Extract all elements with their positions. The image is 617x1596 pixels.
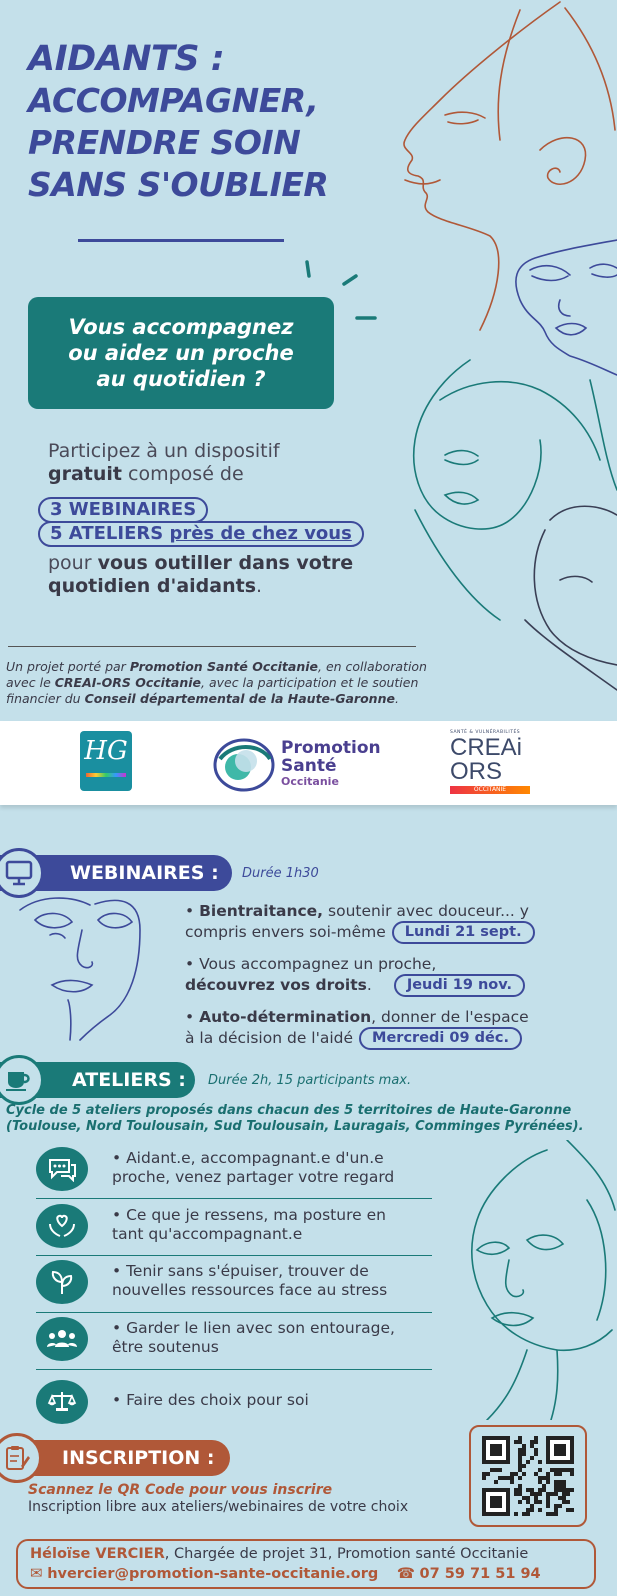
contact-email-link[interactable]: hvercier@promotion-sante-occitanie.org xyxy=(47,1566,379,1582)
webinar-1-date: Lundi 21 sept. xyxy=(392,921,535,944)
question-line-3: au quotidien ? xyxy=(96,367,266,391)
outro-pour: pour xyxy=(48,552,98,574)
atelier-1-text xyxy=(112,1149,432,1187)
webinar-3-line-2 xyxy=(185,1027,565,1050)
creai-wordmark-2: ORS xyxy=(450,758,503,785)
cycle-line-2: (Toulouse, Nord Toulousain, Sud Toulousain, Lauragais, Comminges Pyrénées). xyxy=(6,1119,584,1134)
webinar-item-2 xyxy=(185,955,565,997)
atelier-4-line-1: • Garder le lien avec son entourage, xyxy=(112,1319,395,1337)
atelier-5-line-1: • Faire des choix pour soi xyxy=(112,1391,309,1409)
webinar-1-desc-2: compris envers soi-même xyxy=(185,923,386,941)
webinar-2-period: . xyxy=(366,976,372,994)
promotion-sante-emblem xyxy=(212,737,276,793)
webinar-2-date: Jeudi 19 nov. xyxy=(394,974,525,997)
hg-logo-stripe xyxy=(86,773,126,777)
credit-divider xyxy=(8,646,416,647)
ps-line-1: Promotion xyxy=(281,738,381,758)
outro-period: . xyxy=(256,575,263,597)
question-line-2: ou aidez un proche xyxy=(68,341,294,365)
webinar-3-line-1: • Auto-détermination, donner de l'espace xyxy=(185,1008,529,1026)
contact-phone-link[interactable]: 07 59 71 51 94 xyxy=(419,1566,541,1582)
atelier-1-badge xyxy=(36,1147,88,1191)
intro-gratuit: gratuit xyxy=(48,463,122,485)
contact-role: , Chargée de projet 31, Promotion santé Occitanie xyxy=(164,1546,529,1562)
question-callout xyxy=(28,297,334,409)
qr-code-frame[interactable] xyxy=(469,1425,587,1527)
contact-name: Héloïse VERCIER xyxy=(30,1546,165,1562)
hg-logo-text: HG xyxy=(84,736,128,766)
webinar-item-1 xyxy=(185,902,565,944)
envelope-icon: ✉ xyxy=(30,1564,43,1582)
atelier-item-1 xyxy=(36,1143,432,1199)
webinar-face-line-art xyxy=(10,890,170,1060)
outro-line-2 xyxy=(48,575,428,598)
ps-line-2: Santé xyxy=(281,756,337,776)
outro-bold-1: vous outiller dans votre xyxy=(97,552,354,574)
title-line-2: ACCOMPAGNER, xyxy=(28,81,319,120)
phone-icon: ☎ xyxy=(396,1566,415,1582)
title-divider xyxy=(78,239,284,242)
credit-p2: , en collaboration xyxy=(318,659,427,674)
ateliers-near-you: près de chez vous xyxy=(169,523,352,544)
webinar-2-line-2 xyxy=(185,974,565,997)
haute-garonne-logo xyxy=(80,731,132,791)
webinar-3-title: Auto-détermination xyxy=(199,1008,372,1026)
project-credit xyxy=(6,659,466,707)
atelier-item-2 xyxy=(36,1200,432,1256)
monitor-icon xyxy=(5,860,33,886)
atelier-1-line-1: • Aidant.e, accompagnant.e d'un.e xyxy=(112,1149,384,1167)
title-line-1: AIDANTS : xyxy=(28,39,225,79)
creai-tagline: SANTÉ & VULNÉRABILITÉS xyxy=(450,730,521,735)
webinar-item-3 xyxy=(185,1008,565,1050)
cycle-line-1: Cycle de 5 ateliers proposés dans chacun des 5 territoires de Haute-Garonne xyxy=(6,1103,572,1118)
atelier-4-line-2: être soutenus xyxy=(112,1338,219,1356)
qr-instruction: Scannez le QR Code pour vous inscrire xyxy=(28,1482,333,1498)
ateliers-duration: Durée 2h, 15 participants max. xyxy=(208,1073,412,1088)
chat-bubbles-icon xyxy=(47,1156,77,1182)
outro-text xyxy=(48,552,428,598)
atelier-3-line-1: • Tenir sans s'épuiser, trouver de xyxy=(112,1262,369,1280)
credit-org-2: CREAI-ORS Occitanie xyxy=(54,675,201,690)
atelier-4-text xyxy=(112,1319,432,1357)
ateliers-count-pill xyxy=(38,521,364,547)
atelier-item-4 xyxy=(36,1313,432,1369)
atelier-2-line-2: tant qu'accompagnant.e xyxy=(112,1225,303,1243)
webinar-1-line-2 xyxy=(185,921,565,944)
credit-p5: financier du xyxy=(6,691,85,706)
webinar-3-desc-2: à la décision de l'aidé xyxy=(185,1029,354,1047)
balance-scale-icon xyxy=(47,1388,77,1416)
webinar-2-desc: Vous accompagnez un proche, xyxy=(199,955,437,973)
credit-p1: Un projet porté par xyxy=(6,659,130,674)
webinar-1-line-1: • Bientraitance, soutenir avec douceur... y xyxy=(185,902,529,920)
webinar-2-line-1: • Vous accompagnez un proche, xyxy=(185,955,437,973)
sprout-icon xyxy=(47,1268,77,1296)
contact-line-1 xyxy=(30,1545,594,1564)
atelier-2-badge xyxy=(36,1204,88,1248)
atelier-4-badge xyxy=(36,1317,88,1361)
atelier-5-badge xyxy=(36,1380,88,1424)
intro-text xyxy=(48,440,408,486)
creai-region-band: OCCITANIE xyxy=(450,786,530,794)
clipboard-pen-icon xyxy=(4,1444,30,1472)
ateliers-label: ATELIERS : xyxy=(72,1069,186,1091)
intro-line-2 xyxy=(48,463,408,486)
credit-p4: , avec la participation et le soutien xyxy=(201,675,419,690)
contact-card xyxy=(16,1539,596,1589)
ateliers-count-label: 5 ATELIERS xyxy=(50,523,170,544)
partner-logos xyxy=(0,721,617,805)
webinaires-count-label: 3 WEBINAIRES xyxy=(50,499,197,520)
webinar-1-desc: soutenir avec douceur... y xyxy=(323,902,529,920)
intro-line-2-rest: composé de xyxy=(122,463,244,485)
atelier-2-text xyxy=(112,1206,432,1244)
ps-line-3: Occitanie xyxy=(281,775,339,788)
webinar-3-desc: , donner de l'espace xyxy=(371,1008,529,1026)
question-line-1: Vous accompagnez xyxy=(68,315,294,339)
creai-wordmark-1: CREAi xyxy=(450,734,523,761)
page-title xyxy=(28,38,408,206)
title-line-3: PRENDRE SOIN xyxy=(28,123,301,162)
outro-bold-2: quotidien d'aidants xyxy=(48,575,257,597)
credit-org-1: Promotion Santé Occitanie xyxy=(129,659,318,674)
intro-line-1: Participez à un dispositif xyxy=(48,440,280,462)
atelier-item-3 xyxy=(36,1256,432,1312)
inscription-note: Inscription libre aux ateliers/webinaires de votre choix xyxy=(28,1499,409,1515)
credit-line-2 xyxy=(6,675,466,691)
heart-hands-icon xyxy=(47,1212,77,1240)
title-line-4: SANS S'OUBLIER xyxy=(28,165,329,204)
qr-code-image[interactable] xyxy=(482,1436,574,1516)
credit-p3: avec le xyxy=(6,675,55,690)
inscription-label: INSCRIPTION : xyxy=(62,1447,215,1469)
atelier-face-line-art xyxy=(447,1140,617,1420)
atelier-3-line-2: nouvelles ressources face au stress xyxy=(112,1281,388,1299)
ateliers-cycle-info xyxy=(6,1103,606,1135)
promotion-sante-wordmark xyxy=(281,739,381,789)
credit-org-3: Conseil départemental de la Haute-Garonne xyxy=(84,691,395,706)
webinar-3-date: Mercredi 09 déc. xyxy=(359,1027,522,1050)
webinaires-duration: Durée 1h30 xyxy=(242,866,319,881)
atelier-item-5 xyxy=(36,1376,432,1432)
atelier-5-text xyxy=(112,1391,432,1410)
atelier-divider-4 xyxy=(36,1369,432,1370)
credit-p6: . xyxy=(394,691,399,706)
credit-line-1 xyxy=(6,659,466,675)
credit-line-3 xyxy=(6,691,466,707)
contact-line-2 xyxy=(30,1564,594,1584)
webinar-1-title: Bientraitance, xyxy=(199,902,324,920)
atelier-3-text xyxy=(112,1262,432,1300)
atelier-1-line-2: proche, venez partager votre regard xyxy=(112,1168,395,1186)
webinaires-label: WEBINAIRES : xyxy=(70,862,219,884)
atelier-2-line-1: • Ce que je ressens, ma posture en xyxy=(112,1206,386,1224)
outro-line-1 xyxy=(48,552,428,575)
atelier-divider-1 xyxy=(36,1198,432,1199)
webinar-2-title: découvrez vos droits xyxy=(185,976,367,994)
webinaires-count-pill xyxy=(38,497,208,523)
people-group-icon xyxy=(46,1327,78,1351)
atelier-3-badge xyxy=(36,1260,88,1304)
cup-icon xyxy=(4,1068,34,1092)
creai-ors-logo xyxy=(450,729,540,794)
